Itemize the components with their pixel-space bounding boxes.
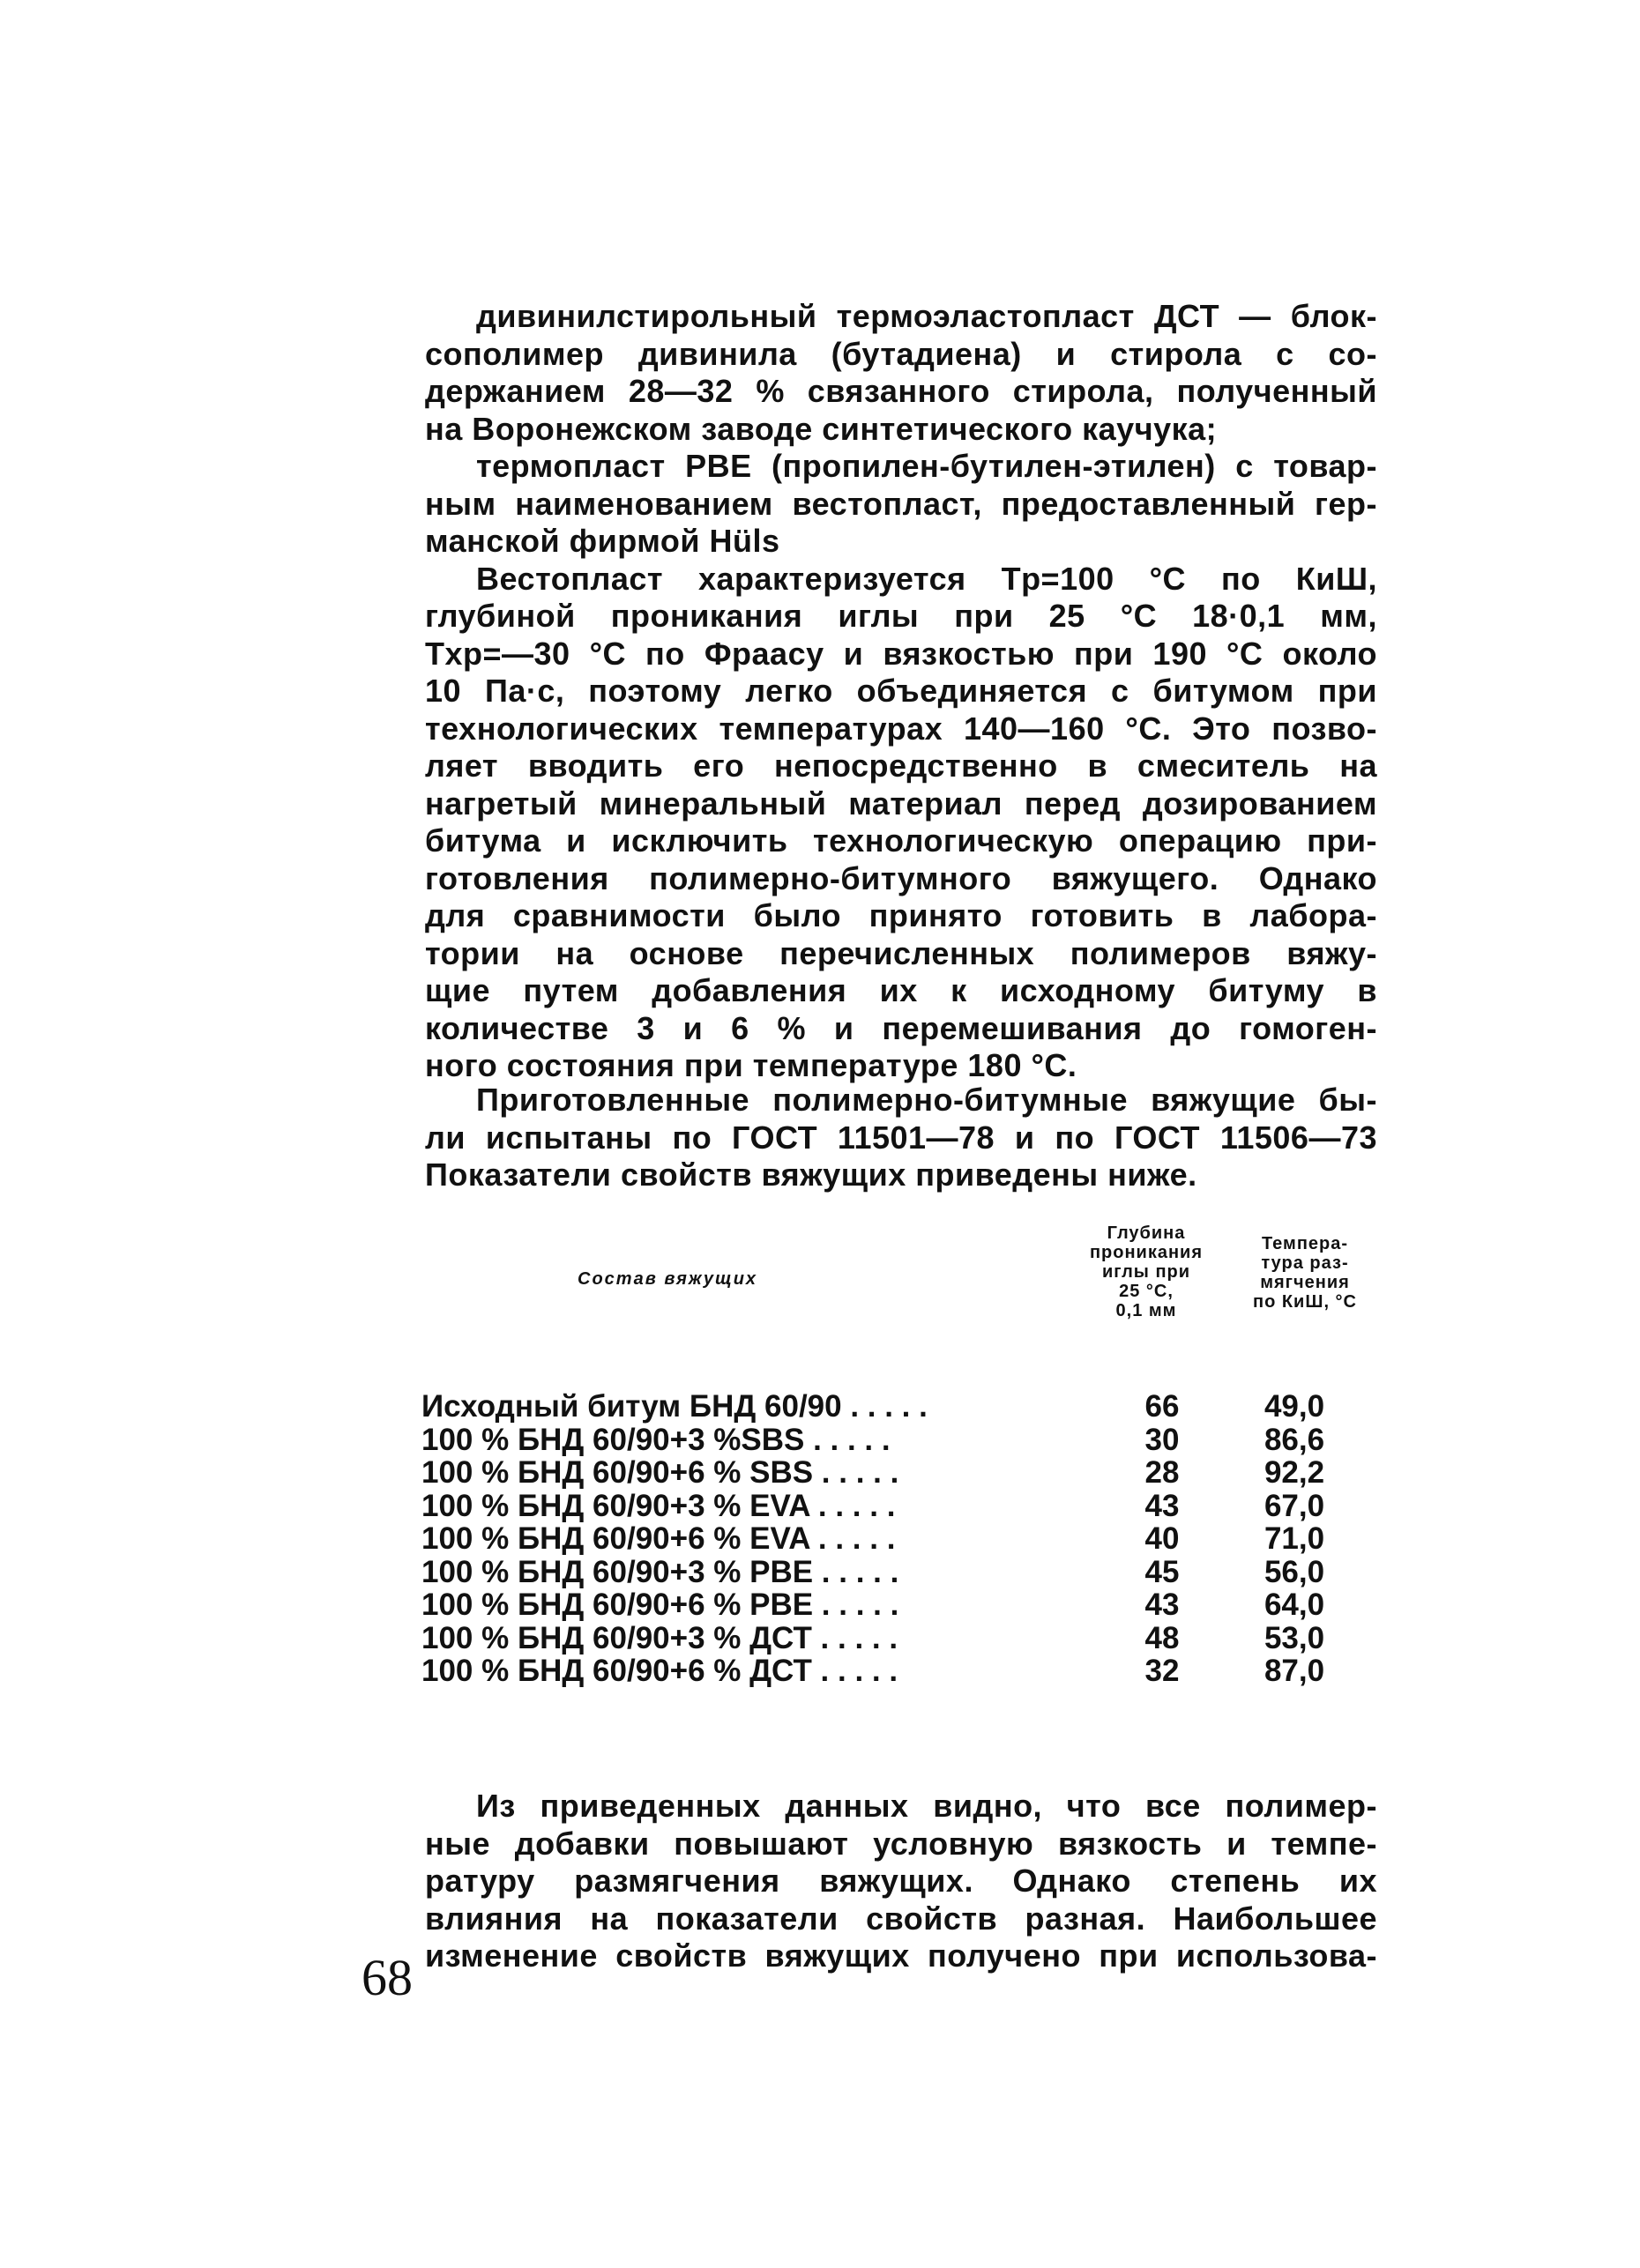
header-line: 25 °С, <box>1119 1282 1174 1301</box>
page-number: 68 <box>362 1949 413 2006</box>
cell-temp: 67,0 <box>1264 1488 1325 1523</box>
header-penetration-depth <box>1071 1223 1221 1320</box>
cell-composition: 100 % БНД 60/90+6 % ДСТ . . . . . <box>421 1654 898 1688</box>
cell-temp: 87,0 <box>1264 1654 1325 1688</box>
text-line: тории на основе перечисленных полимеров вяжу- <box>425 934 1377 971</box>
cell-depth: 40 <box>1144 1521 1180 1556</box>
text-line: на Воронежском заводе синтетического каучука; <box>425 410 1218 447</box>
paragraph-pbe <box>425 448 1377 561</box>
text-line: 10 Па·с, поэтому легко объединяется с битумом при <box>425 673 1377 709</box>
text-line: Приготовленные полимерно-битумные вяжущие бы- <box>476 1082 1377 1118</box>
text-line: битума и исключить технологическую операцию при- <box>425 822 1377 859</box>
cell-depth: 45 <box>1144 1554 1180 1589</box>
cell-temp: 56,0 <box>1264 1554 1325 1589</box>
text-line: влияния на показатели свойств разная. Наибольшее <box>425 1900 1377 1937</box>
cell-temp: 71,0 <box>1264 1521 1325 1556</box>
paragraph-dst <box>425 298 1377 448</box>
text-line: щие путем добавления их к исходному битуму в <box>425 972 1377 1008</box>
cell-depth: 28 <box>1144 1455 1180 1490</box>
table-row <box>421 1456 1391 1490</box>
text-line: ного состояния при температуре 180 °С. <box>425 1047 1077 1083</box>
header-softening-temp <box>1230 1234 1380 1312</box>
cell-temp: 64,0 <box>1264 1588 1325 1622</box>
text-line: глубиной проникания иглы при 25 °С 18·0,1 мм, <box>425 598 1377 634</box>
table-row <box>421 1424 1391 1457</box>
cell-composition: 100 % БНД 60/90+6 % EVA . . . . . <box>421 1521 896 1556</box>
binder-properties-table <box>421 1390 1391 1688</box>
table-header <box>423 1223 1384 1356</box>
header-composition: Состав вяжущих <box>578 1269 758 1289</box>
cell-composition: 100 % БНД 60/90+3 % EVA . . . . . <box>421 1488 896 1523</box>
text-line: термопласт PBE (пропилен-бутилен-этилен) с товар- <box>476 448 1377 484</box>
cell-depth: 43 <box>1144 1588 1180 1622</box>
paragraph-testing <box>425 1082 1377 1194</box>
text-line: для сравнимости было принято готовить в лабора- <box>425 897 1377 933</box>
cell-depth: 48 <box>1144 1620 1180 1655</box>
paragraph-conclusion <box>425 1788 1377 1975</box>
header-line: проникания <box>1089 1243 1204 1262</box>
text-line: ратуру размягчения вяжущих. Однако степень их <box>425 1863 1377 1899</box>
cell-composition: 100 % БНД 60/90+3 % ДСТ . . . . . <box>421 1620 898 1655</box>
text-line: ные добавки повышают условную вязкость и темпе- <box>425 1825 1377 1862</box>
cell-depth: 43 <box>1144 1488 1180 1523</box>
text-line: дивинилстирольный термоэластопласт ДСТ — блок- <box>476 298 1377 334</box>
text-line: ляет вводить его непосредственно в смеситель на <box>425 747 1377 784</box>
cell-depth: 66 <box>1144 1389 1180 1424</box>
text-line: держанием 28—32 % связанного стирола, полученный <box>425 373 1377 409</box>
table-row <box>421 1390 1391 1424</box>
cell-composition: Исходный битум БНД 60/90 . . . . . <box>421 1389 928 1424</box>
cell-depth: 30 <box>1144 1422 1180 1457</box>
cell-temp: 92,2 <box>1264 1455 1325 1490</box>
text-line: Tхр=—30 °С по Фраасу и вязкостью при 190 °С около <box>425 635 1377 672</box>
cell-temp: 86,6 <box>1264 1422 1325 1457</box>
header-line: тура раз- <box>1261 1253 1349 1273</box>
table-row <box>421 1622 1391 1655</box>
header-line: 0,1 мм <box>1115 1301 1177 1320</box>
header-line: иглы при <box>1101 1262 1191 1282</box>
text-block-top <box>425 298 1377 1085</box>
text-line: изменение свойств вяжущих получено при использова- <box>425 1937 1377 1974</box>
text-line: Показатели свойств вяжущих приведены ниже. <box>425 1156 1197 1193</box>
text-line: ным наименованием вестопласт, предоставленный гер- <box>425 485 1377 522</box>
cell-temp: 49,0 <box>1264 1389 1325 1424</box>
header-line: Темпера- <box>1261 1234 1349 1253</box>
text-line: Вестопласт характеризуется Tр=100 °С по КиШ, <box>476 560 1377 597</box>
table-row <box>421 1556 1391 1589</box>
text-line: количестве 3 и 6 % и перемешивания до гомоген- <box>425 1009 1377 1046</box>
text-line: ли испытаны по ГОСТ 11501—78 и по ГОСТ 11506—73 <box>425 1119 1377 1156</box>
text-line: сополимер дивинила (бутадиена) и стирола с со- <box>425 335 1377 372</box>
table-row <box>421 1490 1391 1523</box>
cell-composition: 100 % БНД 60/90+3 %SBS . . . . . <box>421 1422 891 1457</box>
header-line: по КиШ, °С <box>1252 1292 1357 1312</box>
cell-depth: 32 <box>1144 1654 1180 1688</box>
table-row <box>421 1522 1391 1556</box>
text-line: Из приведенных данных видно, что все полимер- <box>476 1788 1377 1824</box>
table-row <box>421 1588 1391 1622</box>
cell-composition: 100 % БНД 60/90+6 % PBE . . . . . <box>421 1588 899 1622</box>
text-line: манской фирмой Hüls <box>425 523 780 559</box>
cell-composition: 100 % БНД 60/90+3 % PBE . . . . . <box>421 1554 899 1589</box>
header-line: мягчения <box>1260 1273 1350 1292</box>
paragraph-vestoplast <box>425 561 1377 1085</box>
header-line: Глубина <box>1107 1223 1186 1243</box>
text-line: готовления полимерно-битумного вяжущего. Однако <box>425 859 1377 896</box>
text-line: нагретый минеральный материал перед дозированием <box>425 785 1377 822</box>
table-row <box>421 1655 1391 1688</box>
cell-composition: 100 % БНД 60/90+6 % SBS . . . . . <box>421 1455 899 1490</box>
cell-temp: 53,0 <box>1264 1620 1325 1655</box>
text-line: технологических температурах 140—160 °С. Это позво- <box>425 710 1377 747</box>
